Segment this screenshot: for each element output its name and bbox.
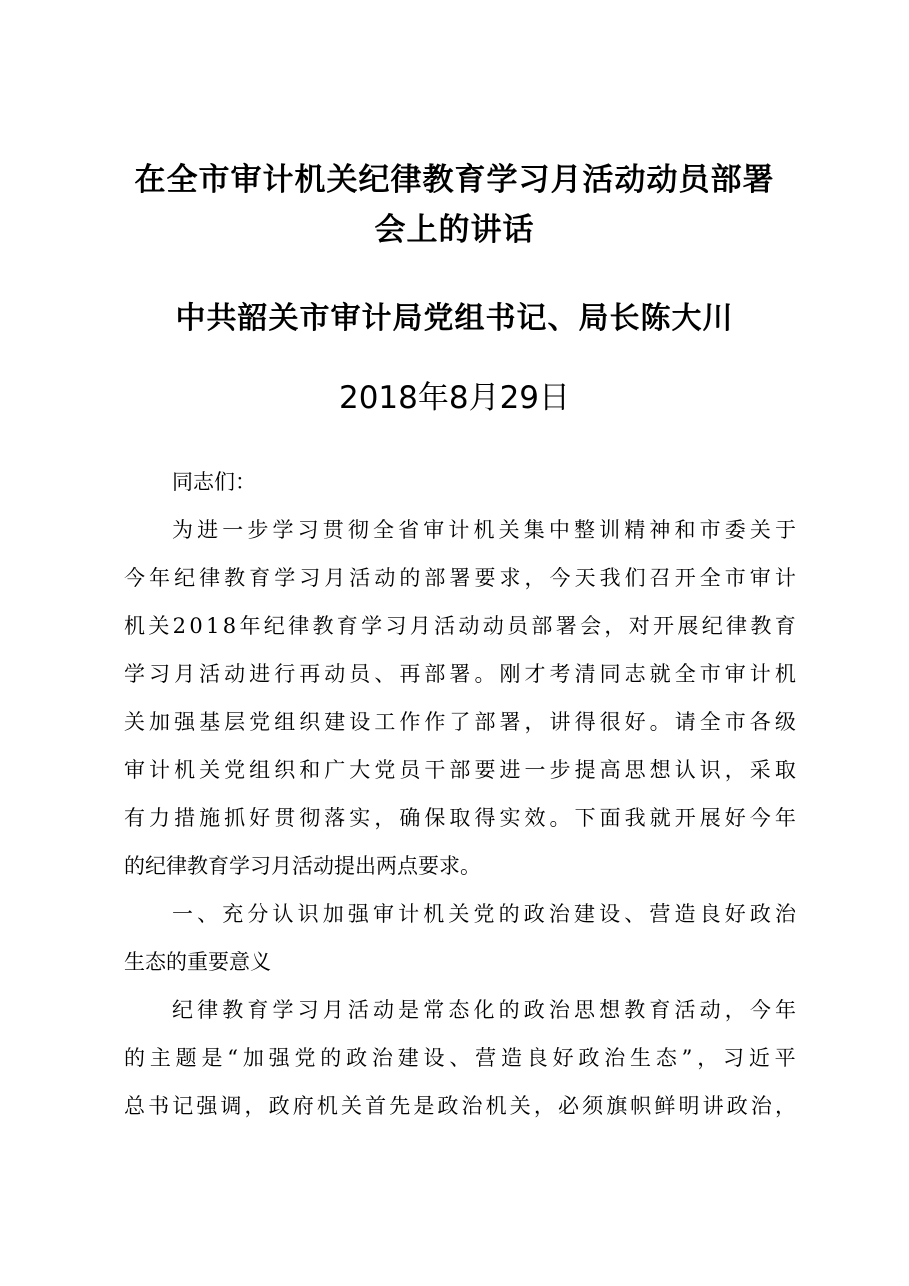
body-text-line: 今 年 纪 律 教 育 学 习 月 活 动 的 部 署 要 求 ， 今 天 我 们 召 开 全 市 审 计 [124, 566, 796, 590]
body-text-line: 总 书 记 强 调 ， 政 府 机 关 首 先 是 政 治 机 关 ， 必 须 旗 帜 鲜 明 讲 政 治 ， [124, 1094, 796, 1118]
body-text-line: 同志们： [172, 470, 256, 494]
body-text-line: 纪 律 教 育 学 习 月 活 动 是 常 态 化 的 政 治 思 想 教 育 活 动 ， 今 年 [172, 998, 796, 1022]
paragraph-line [124, 506, 796, 554]
body-text-line: 学 习 月 活 动 进 行 再 动 员 、 再 部 署 。 刚 才 考 清 同 志 就 全 市 审 计 机 [124, 662, 796, 686]
paragraph-line [124, 602, 796, 650]
paragraph-line [124, 698, 796, 746]
section-heading-text: 一 、 充 分 认 识 加 强 审 计 机 关 党 的 政 治 建 设 、 营 造 良 好 政 治 [172, 902, 796, 926]
title-line-1: 在全市审计机关纪律教育学习月活动动员部署 [134, 162, 775, 198]
speech-date: 2018年8月29日 [338, 380, 571, 416]
heading-line [124, 890, 796, 938]
paragraph-line [124, 794, 796, 842]
section-heading-text: 生态的重要意义 [124, 950, 271, 974]
heading-line [124, 938, 796, 986]
paragraph-line [124, 986, 796, 1034]
paragraph-line [124, 842, 796, 890]
paragraph-line [124, 1034, 796, 1082]
body-text-line: 为 进 一 步 学 习 贯 彻 全 省 审 计 机 关 集 中 整 训 精 神 和 市 委 关 于 [172, 518, 796, 542]
paragraph-line [124, 650, 796, 698]
body-text-line: 的 主 题 是 “ 加 强 党 的 政 治 建 设 、 营 造 良 好 政 治 生 态 ” ， 习 近 平 [124, 1046, 796, 1070]
speech-body [124, 458, 796, 1130]
body-text-line: 机 关 2 0 1 8 年 纪 律 教 育 学 习 月 活 动 动 员 部 署 会 ， 对 开 展 纪 律 教 育 [124, 614, 796, 638]
body-text-line: 的纪律教育学习月活动提出两点要求。 [124, 854, 481, 878]
salutation-line [124, 458, 796, 506]
speaker-byline: 中共韶关市审计局党组书记、局长陈大川 [175, 301, 734, 336]
paragraph-line [124, 746, 796, 794]
body-text-line: 关 加 强 基 层 党 组 织 建 设 工 作 作 了 部 署 ， 讲 得 很 好 。 请 全 市 各 级 [124, 710, 796, 734]
title-line-2: 会上的讲话 [374, 212, 535, 248]
document-title [100, 155, 809, 255]
paragraph-line [124, 1082, 796, 1130]
body-text-line: 审 计 机 关 党 组 织 和 广 大 党 员 干 部 要 进 一 步 提 高 思 想 认 识 ， 采 取 [124, 758, 796, 782]
body-text-line: 有 力 措 施 抓 好 贯 彻 落 实 ， 确 保 取 得 实 效 。 下 面 我 就 开 展 好 今 年 [124, 806, 796, 830]
paragraph-line [124, 554, 796, 602]
